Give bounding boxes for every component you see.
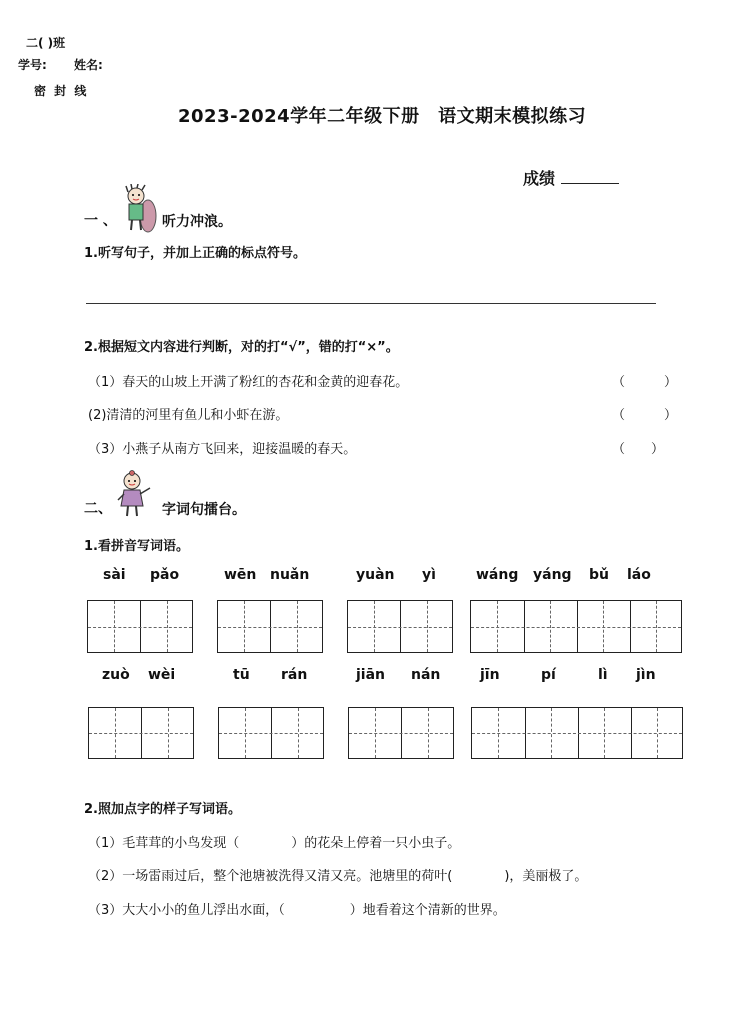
pinyin-zuowei-2: wèi bbox=[148, 667, 176, 683]
section-1-title: 听力冲浪。 bbox=[162, 214, 232, 230]
s1-question-2: 2.根据短文内容进行判断，对的打“√”，错的打“×”。 bbox=[84, 340, 399, 355]
cartoon-girl-icon bbox=[118, 184, 158, 234]
cartoon-child-icon bbox=[116, 470, 156, 518]
s2-question-2: 2.照加点字的样子写词语。 bbox=[84, 802, 241, 817]
seal-line-label: 密 封 线 bbox=[34, 84, 89, 98]
judge-answer-2[interactable]: （ ） bbox=[612, 408, 678, 423]
pinyin-jinpi-3: lì bbox=[598, 667, 608, 683]
section-1-number: 一 、 bbox=[84, 213, 117, 229]
judge-item-2: (2)清清的河里有鱼儿和小虾在游。 bbox=[88, 408, 289, 423]
writing-box-turan[interactable] bbox=[218, 707, 324, 759]
judge-item-1: （1）春天的山坡上开满了粉红的杏花和金黄的迎春花。 bbox=[88, 375, 409, 390]
judge-answer-3[interactable]: （ ） bbox=[612, 442, 665, 457]
fill-item-3[interactable]: （3）大大小小的鱼儿浮出水面，（ ）地看着这个清新的世界。 bbox=[88, 903, 506, 918]
pinyin-saipao-2: pǎo bbox=[150, 567, 180, 583]
student-id-label: 学号: bbox=[18, 58, 47, 72]
writing-box-zuowei[interactable] bbox=[88, 707, 194, 759]
pinyin-jinpi-1: jīn bbox=[480, 667, 500, 683]
pinyin-wennuan-1: wēn bbox=[224, 567, 257, 583]
pinyin-jinpi-4: jìn bbox=[636, 667, 656, 683]
pinyin-saipao-1: sài bbox=[103, 567, 126, 583]
pinyin-turan-2: rán bbox=[281, 667, 308, 683]
class-label: 二( )班 bbox=[26, 36, 66, 50]
pinyin-turan-1: tū bbox=[233, 667, 250, 683]
pinyin-wangyang-2: yáng bbox=[533, 567, 572, 583]
student-name-label: 姓名: bbox=[74, 58, 103, 72]
pinyin-wangyang-1: wáng bbox=[476, 567, 519, 583]
fill-item-2[interactable]: （2）一场雷雨过后，整个池塘被洗得又清又亮。池塘里的荷叶( )，美丽极了。 bbox=[88, 869, 588, 884]
pinyin-wennuan-2: nuǎn bbox=[270, 567, 310, 583]
writing-box-jinpi[interactable] bbox=[471, 707, 683, 759]
writing-box-wangyang[interactable] bbox=[470, 600, 682, 653]
pinyin-yuanyi-2: yì bbox=[422, 567, 436, 583]
score-label: 成绩 bbox=[523, 166, 619, 189]
s2-question-1: 1.看拼音写词语。 bbox=[84, 539, 189, 554]
section-2-number: 二、 bbox=[84, 501, 112, 517]
pinyin-jiannan-2: nán bbox=[411, 667, 441, 683]
pinyin-wangyang-4: láo bbox=[627, 567, 651, 583]
dictation-answer-line[interactable] bbox=[86, 303, 656, 304]
pinyin-yuanyi-1: yuàn bbox=[356, 567, 395, 583]
judge-answer-1[interactable]: （ ） bbox=[612, 375, 678, 390]
writing-box-jiannan[interactable] bbox=[348, 707, 454, 759]
pinyin-jiannan-1: jiān bbox=[356, 667, 386, 683]
exam-title: 2023-2024学年二年级下册 语文期末模拟练习 bbox=[178, 106, 587, 127]
pinyin-zuowei-1: zuò bbox=[102, 667, 130, 683]
section-2-title: 字词句擂台。 bbox=[162, 502, 246, 518]
s1-question-1: 1.听写句子，并加上正确的标点符号。 bbox=[84, 246, 306, 261]
judge-item-3: （3）小燕子从南方飞回来，迎接温暖的春天。 bbox=[88, 442, 357, 457]
pinyin-jinpi-2: pí bbox=[541, 667, 556, 683]
writing-box-yuanyi[interactable] bbox=[347, 600, 453, 653]
pinyin-wangyang-3: bǔ bbox=[589, 567, 609, 583]
fill-item-1[interactable]: （1）毛茸茸的小鸟发现（ ）的花朵上停着一只小虫子。 bbox=[88, 836, 461, 851]
writing-box-wennuan[interactable] bbox=[217, 600, 323, 653]
writing-box-saipao[interactable] bbox=[87, 600, 193, 653]
